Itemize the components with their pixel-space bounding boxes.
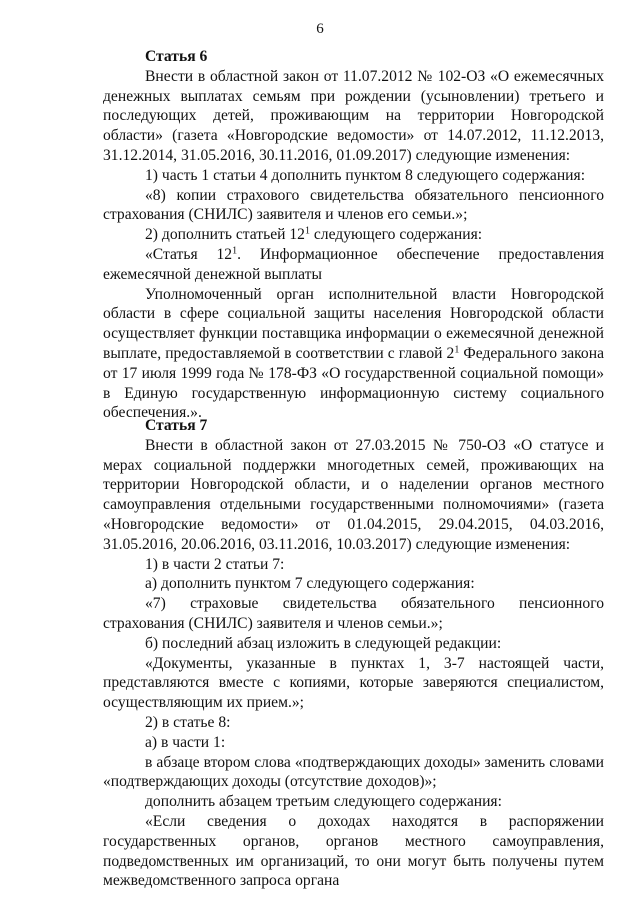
article-7-item-1a: а) дополнить пунктом 7 следующего содержания: [145,575,475,593]
article-7-item-2: 2) в статье 8: [145,713,231,731]
article-7-item-1b: б) последний абзац изложить в следующей редакции: [145,634,502,652]
article-6-intro: Внести в областной закон от 11.07.2012 № 102-ОЗ «О ежемесячных денежных выплатах семьям при рождении (усыновлении) третьего и последующих детей, проживающим на территории Новгородской области» (газета «Новгородские ведомости» от 14.07.2012, 11.12.2013, 31.12.2014, 31.05.2016, 30.11.2016, 01.09.2017) следующие изменения: [103,67,604,164]
article-7 [103,416,604,891]
article-7-item-7-text: «7) страховые свидетельства обязательного пенсионного страхования (СНИЛС) заявителя и членов семьи.»; [103,595,604,632]
article-12-1-body [103,285,604,424]
article-7-intro: Внести в областной закон от 27.03.2015 № 750-ОЗ «О статусе и мерах социальной поддержки многодетных семей, проживающих на территории Новгородской области, и о наделении органов местного самоуправления отдельными государственными полномочиями» (газета «Новгородские ведомости» от 01.04.2015, 29.04.2015, 04.03.2016, 31.05.2016, 20.06.2016, 03.11.2016, 10.03.2017) следующие изменения: [103,436,604,553]
article-6-item-1: 1) часть 1 статьи 4 дополнить пунктом 8 следующего содержания: [145,166,586,184]
superscript: 1 [304,225,310,237]
text-after-sup: . Информационное обеспечение предоставления ежемесячной денежной выплаты [103,245,604,283]
text-before-sup: Уполномоченный орган исполнительной власти Новгородской области в сфере социальной защиты населения Новгородской области осуществляет функции поставщика информации о ежемесячной денежной выплате, предоставляемой в соответствии с главой 2 [103,285,604,362]
article-12-1-heading [103,245,604,285]
article-6-item-8-text: «8) копии страхового свидетельства обязательного пенсионного страхования (СНИЛС) заявителя и членов его семьи.»; [103,186,604,224]
text-before-sup: 2) дополнить статьей 12 [145,226,305,244]
article-6-title: Статья 6 [145,48,208,65]
article-7-replace-text: в абзаце втором слова «подтверждающих доходы» заменить словами «подтверждающих доходы (отсутствие доходов)»; [103,753,604,791]
article-7-documents-text: «Документы, указанные в пунктах 1, 3-7 настоящей части, представляются вместе с копиями, которые заверяются специалистом, осуществляющим их прием.»; [103,654,604,712]
article-6-item-2 [103,225,604,245]
text-after-sup: Федерального закона от 17 июля 1999 года № 178-ФЗ «О государственной социальной помощи» в Единую государственную информационную систему социального обеспечения.». [103,344,604,422]
page-number: 6 [316,21,324,37]
text-after-sup: следующего содержания: [309,226,483,244]
article-7-title: Статья 7 [145,417,208,434]
superscript: 1 [232,245,238,257]
article-7-income-info-text: «Если сведения о доходах находятся в распоряжении государственных органов, органов местного самоуправления, подведомственных им организаций, то они могут быть получены путем межведомственного запроса органа [103,812,604,890]
article-7-item-2a: а) в части 1: [145,733,226,751]
text-before-sup: «Статья 12 [145,245,233,263]
article-6 [103,47,604,423]
article-7-add-paragraph: дополнить абзацем третьим следующего содержания: [145,793,502,811]
article-7-item-1: 1) в части 2 статьи 7: [145,555,285,573]
superscript: 1 [454,344,460,356]
